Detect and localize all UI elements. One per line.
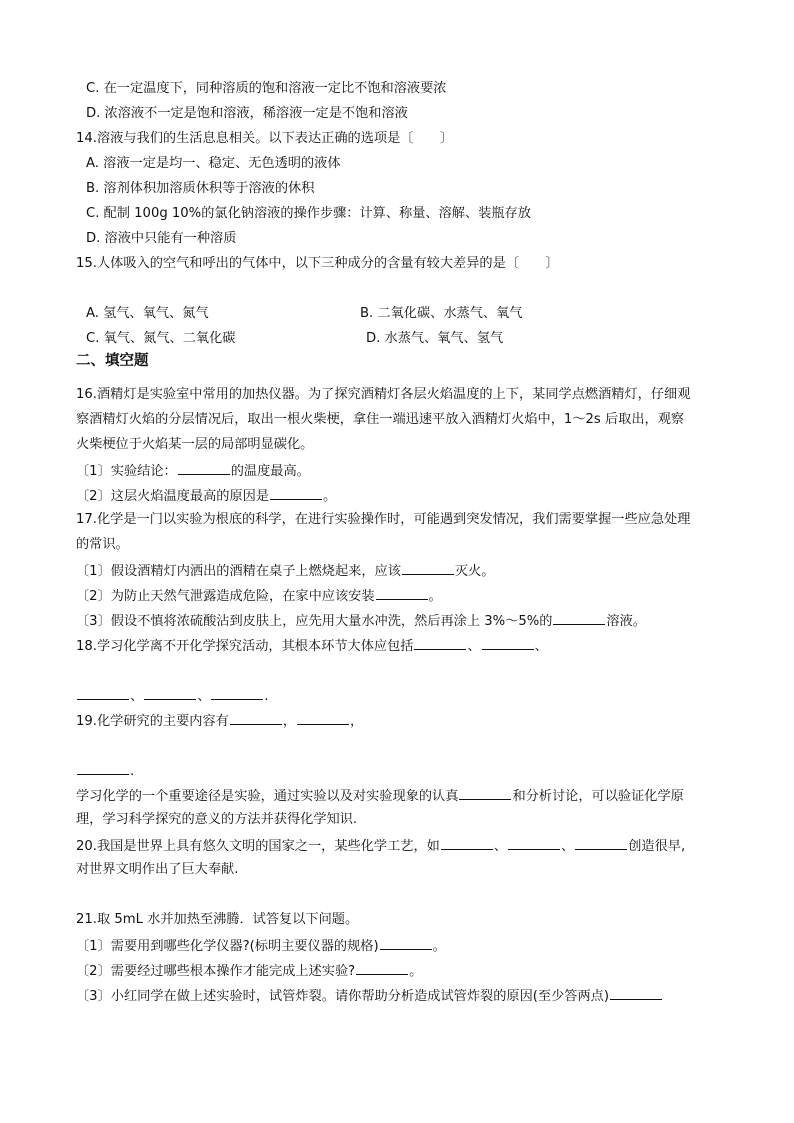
q19-paragraph-line2: 理，学习科学探究的意义的方法并获得化学知识. [76,812,358,827]
separator: ， [350,714,364,729]
q18-stem [76,635,548,655]
q19-stem [76,710,363,730]
q19-paragraph-suffix: 和分析讨论，可以验证化学原 [512,789,684,804]
q21-sub2-suffix: 。 [409,964,423,979]
answer-blank[interactable] [77,685,129,700]
q21-sub1-suffix: 。 [432,939,446,954]
q17-stem-line1: 17.化学是一门以实验为根底的科学，在进行实验操作时，可能遇到突发情况，我们需要掌握一些应急处理 [76,512,691,527]
q13-option-d: D. 浓溶液不一定是饱和溶液，稀溶液一定是不饱和溶液 [86,106,408,121]
answer-blank[interactable] [441,835,493,850]
q16-stem-line2: 察酒精灯火焰的分层情况后，取出一根火柴梗，拿住一端迅速平放入酒精灯火焰中，1～2s 后取出，观察 [76,412,685,427]
q17-stem-line2: 的常识。 [76,537,129,552]
q17-sub1 [76,560,494,580]
q15-option-a: A. 氢气、氧气、氮气 [86,306,209,321]
q14-option-d: D. 溶液中只能有一种溶质 [86,231,237,246]
q16-sub2-prefix: 〔2〕这层火焰温度最高的原因是 [76,489,270,504]
answer-blank[interactable] [77,760,129,775]
q21-sub3-prefix: 〔3〕小红同学在做上述实验时，试管炸裂。请你帮助分析造成试管炸裂的原因(至少答两点) [76,989,609,1004]
answer-blank[interactable] [414,635,466,650]
q17-sub1-suffix: 灭火。 [454,564,495,579]
q16-stem-line3: 火柴梗位于火焰某一层的局部明显碳化。 [76,437,314,452]
q16-sub2-suffix: 。 [323,489,337,504]
separator: 、 [534,639,548,654]
q21-sub2 [76,960,422,980]
answer-blank[interactable] [553,610,605,625]
q19-paragraph-prefix: 学习化学的一个重要途径是实验，通过实验以及对实验现象的认真 [76,789,459,804]
q16-stem-line1: 16.酒精灯是实验室中常用的加热仪器。为了探究酒精灯各层火焰温度的上下，某同学点燃酒精灯，仔细观 [76,387,691,402]
q21-stem: 21.取 5mL 水并加热至沸腾．试答复以下问题。 [76,912,359,927]
separator: 、 [197,689,211,704]
answer-blank[interactable] [459,785,511,800]
q17-sub3-prefix: 〔3〕假设不慎将浓硫酸沾到皮肤上，应先用大量水冲洗，然后再涂上 3%～5%的 [76,614,553,629]
q18-prefix: 18.学习化学离不开化学探究活动，其根本环节大体应包括 [76,639,414,654]
answer-blank[interactable] [610,985,662,1000]
q20-suffix: 创造很早, [628,839,686,854]
answer-blank[interactable] [178,460,230,475]
answer-blank[interactable] [575,835,627,850]
answer-blank[interactable] [402,560,454,575]
q20-stem [76,835,685,855]
answer-blank[interactable] [380,935,432,950]
q13-option-c: C. 在一定温度下，同种溶质的饱和溶液一定比不饱和溶液要浓 [86,81,447,96]
separator: 、 [130,689,144,704]
q19-continued [76,760,134,780]
q20-stem-line2: 对世界文明作出了巨大奉献. [76,862,239,877]
q21-sub3 [76,985,663,1005]
answer-blank[interactable] [211,685,263,700]
separator: ， [282,714,297,729]
q14-option-b: B. 溶剂体积加溶质休积等于溶液的休积 [86,181,315,196]
answer-blank[interactable] [508,835,560,850]
answer-blank[interactable] [270,485,322,500]
q14-option-c: C. 配制 100g 10%的氯化钠溶液的操作步骤：计算、称量、溶解、装瓶存放 [86,206,531,221]
q19-prefix: 19.化学研究的主要内容有 [76,714,229,729]
separator: 、 [467,639,481,654]
separator: 、 [561,839,575,854]
q17-sub2 [76,585,442,605]
q17-sub3 [76,610,646,630]
separator: 、 [493,839,508,854]
answer-blank[interactable] [297,710,349,725]
q19-end: . [130,764,135,779]
q21-sub1-prefix: 〔1〕需要用到哪些化学仪器?(标明主要仪器的规格) [76,939,379,954]
answer-blank[interactable] [144,685,196,700]
answer-blank[interactable] [356,960,408,975]
q15-option-c: C. 氧气、氮气、二氧化碳 [86,331,236,346]
q17-sub2-prefix: 〔2〕为防止天然气泄露造成危险，在家中应该安装 [76,589,375,604]
answer-blank[interactable] [230,710,282,725]
section-heading-fill-in: 二、填空题 [76,353,149,369]
answer-blank[interactable] [482,635,534,650]
q16-sub1-suffix: 的温度最高。 [230,464,310,479]
q17-sub1-prefix: 〔1〕假设酒精灯内洒出的酒精在桌子上燃烧起来，应该 [76,564,401,579]
q18-continued [76,685,269,705]
answer-blank[interactable] [376,585,428,600]
q14-stem: 14.溶液与我们的生活息息相关。以下表达正确的选项是〔 〕 [76,131,454,146]
q18-end: . [264,689,269,704]
q21-sub1 [76,935,446,955]
q17-sub2-suffix: 。 [428,589,442,604]
q15-option-d: D. 水蒸气、氧气、氢气 [366,331,504,346]
q21-sub2-prefix: 〔2〕需要经过哪些根本操作才能完成上述实验? [76,964,356,979]
q20-prefix: 20.我国是世界上具有悠久文明的国家之一，某些化学工艺，如 [76,839,440,854]
q17-sub3-suffix: 溶液。 [606,614,646,629]
q15-option-b: B. 二氧化碳、水蒸气、氧气 [360,306,523,321]
q19-paragraph-line1 [76,785,684,805]
q16-sub2 [76,485,336,505]
q14-option-a: A. 溶液一定是均一、稳定、无色透明的液体 [86,156,341,171]
q16-sub1 [76,460,310,480]
q16-sub1-prefix: 〔1〕实验结论： [76,464,177,479]
q15-stem: 15.人体吸入的空气和呼出的气体中，以下三种成分的含量有较大差异的是〔 〕 [76,256,559,271]
